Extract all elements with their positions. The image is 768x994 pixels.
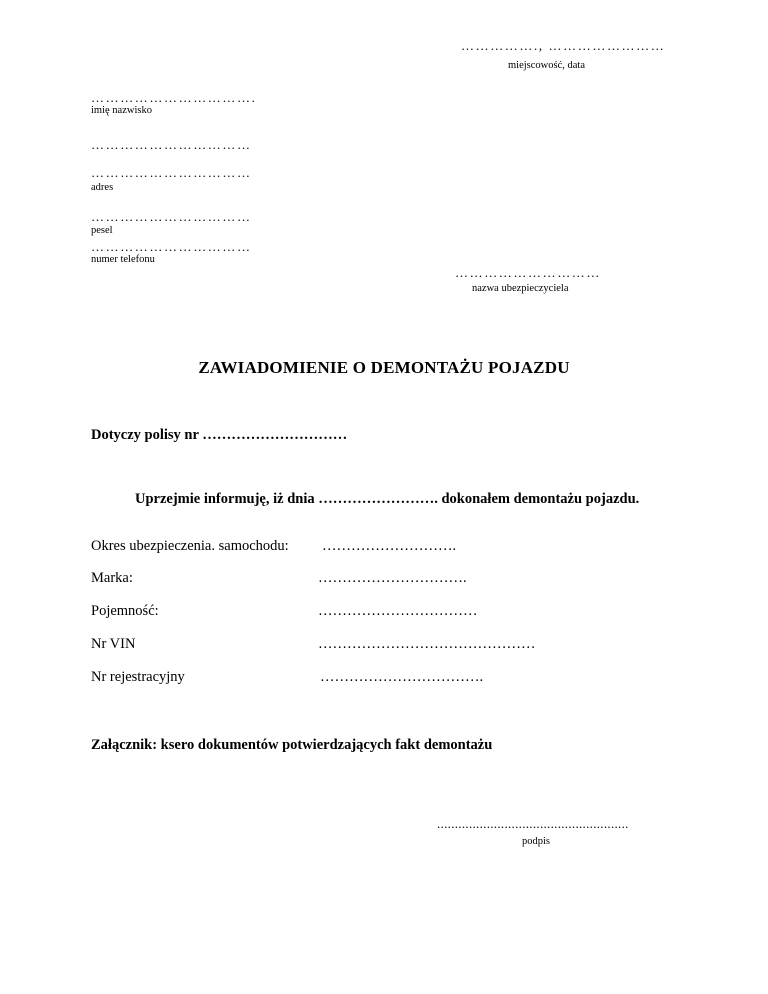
place-date-line: ……………., …………………… — [461, 38, 666, 53]
document-title: ZAWIADOMIENIE O DEMONTAŻU POJAZDU — [198, 358, 570, 377]
field-label: Marka: — [91, 570, 133, 586]
field-label: Okres ubezpieczenia. samochodu: — [91, 538, 289, 554]
field-label: Nr rejestracyjny — [91, 669, 185, 685]
pesel-label: pesel — [91, 225, 113, 236]
phone-label: numer telefonu — [91, 254, 155, 265]
statement-line: Uprzejmie informuję, iż dnia ……………………. dokonałem demontażu pojazdu. — [135, 491, 640, 507]
field-dots: ……………………………. — [320, 669, 484, 685]
address-label: adres — [91, 182, 114, 193]
name-label: imię nazwisko — [91, 105, 152, 116]
field-dots: ……………………………………… — [318, 636, 536, 652]
policy-line: Dotyczy polisy nr ………………………… — [91, 427, 348, 443]
address-line-1: …………………………… — [91, 137, 252, 152]
field-dots: ………………………. — [322, 538, 457, 554]
field-label: Nr VIN — [91, 636, 136, 652]
place-date-label: miejscowość, data — [508, 60, 585, 71]
signature-label: podpis — [522, 836, 551, 847]
field-label: Pojemność: — [91, 603, 159, 619]
pesel-line: …………………………… — [91, 209, 252, 224]
address-line-2: …………………………… — [91, 165, 252, 180]
field-dots: …………………………. — [318, 570, 467, 586]
field-dots: …………………………… — [318, 603, 478, 619]
signature-line: ...................................................... — [437, 816, 629, 831]
attachment-line: Załącznik: ksero dokumentów potwierdzających fakt demontażu — [91, 737, 493, 753]
insurer-line: ………………………… — [455, 265, 601, 280]
insurer-label: nazwa ubezpieczyciela — [472, 283, 569, 294]
name-line: ……………………………. — [91, 90, 257, 105]
phone-line: …………………………… — [91, 239, 252, 254]
